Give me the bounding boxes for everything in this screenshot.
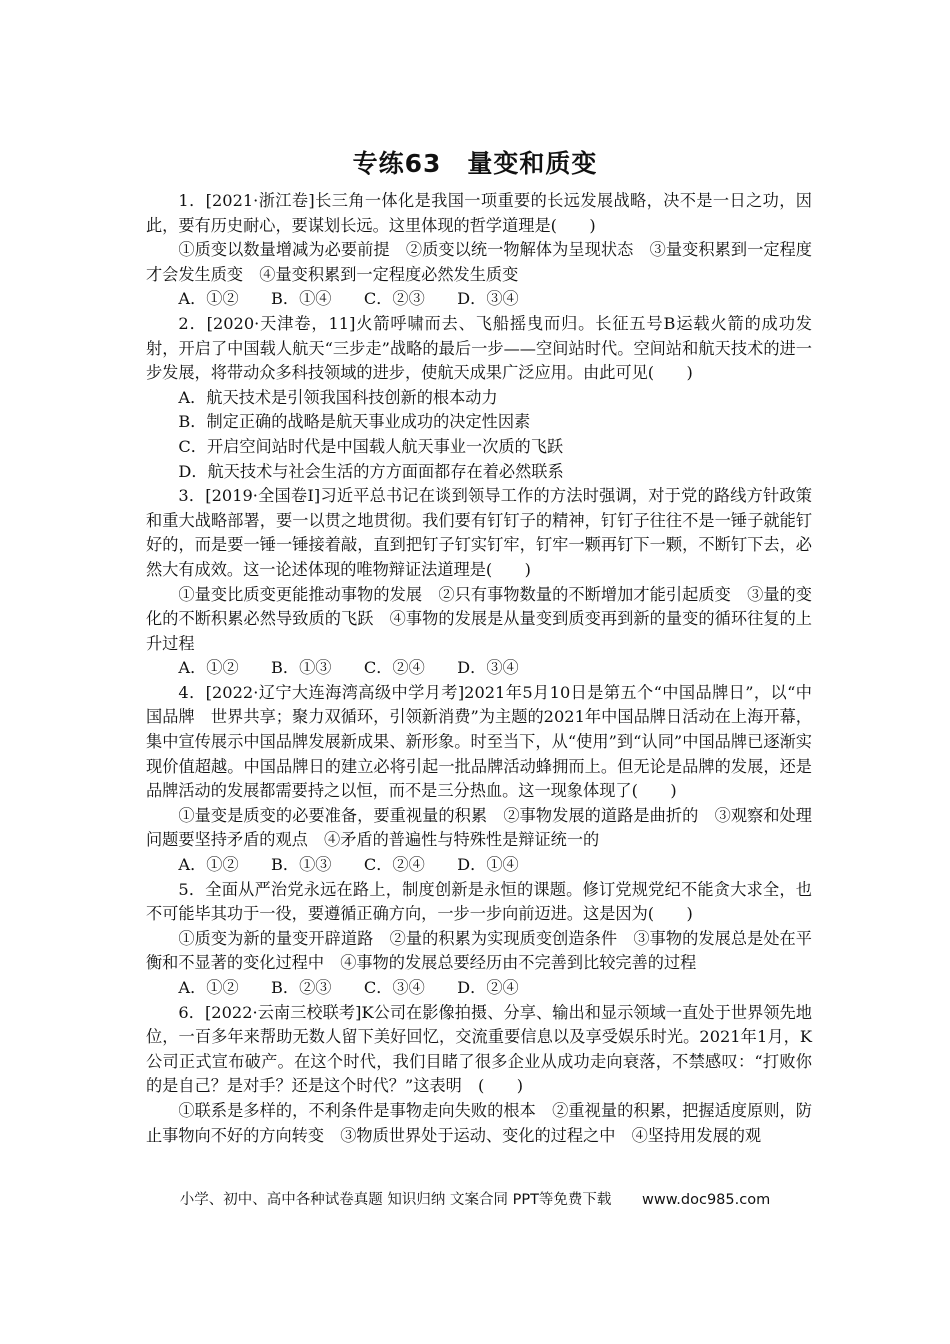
question-6-statements: ①联系是多样的，不利条件是事物走向失败的根本 ②重视量的积累，把握适度原则，防止事物向不好的方向转变 ③物质世界处于运动、变化的过程之中 ④坚持用发展的观 [146, 1100, 812, 1145]
page-title: 专练63 量变和质变 [352, 149, 598, 178]
question-4-choices: A．①② B．①③ C．②④ D．①④ [178, 855, 519, 875]
question-3-statements: ①量变比质变更能推动事物的发展 ②只有事物数量的不断增加才能引起质变 ③量的变化的不断积累必然导致质的飞跃 ④事物的发展是从量变到质变再到新的量变的循环往复的上升过程 [146, 584, 812, 653]
question-2-option-c: C．开启空间站时代是中国载人航天事业一次质的飞跃 [178, 436, 564, 456]
question-1-choices: A．①② B．①④ C．②③ D．③④ [178, 289, 519, 309]
question-2-option-a: A．航天技术是引领我国科技创新的根本动力 [178, 387, 498, 407]
question-1-stem: 1．[2021·浙江卷]长三角一体化是我国一项重要的长远发展战略，决不是一日之功，因此，要有历史耐心，要谋划长远。这里体现的哲学道理是( ) [146, 191, 812, 235]
footer-url[interactable]: www.doc985.com [642, 1192, 771, 1208]
question-6-stem: 6．[2022·云南三校联考]K公司在影像拍摄、分享、输出和显示领域一直处于世界领先地位，一百多年来帮助无数人留下美好回忆，交流重要信息以及享受娱乐时光。2021年1月，K公司正式宣布破产。在这个时代，我们目睹了很多企业从成功走向衰落，不禁感叹：“打败你的是自己？是对手？还是这个时代？”这表明 ( ) [146, 1002, 812, 1096]
question-5-stem: 5．全面从严治党永远在路上，制度创新是永恒的课题。修订党规党纪不能贪大求全，也不可能毕其功于一役，要遵循正确方向，一步一步向前迈进。这是因为( ) [146, 879, 812, 924]
question-2-option-b: B．制定正确的战略是航天事业成功的决定性因素 [178, 412, 531, 432]
question-3-choices: A．①② B．①③ C．②④ D．③④ [178, 658, 519, 678]
question-1-statements: ①质变以数量增减为必要前提 ②质变以统一物解体为呈现状态 ③量变积累到一定程度才会发生质变 ④量变积累到一定程度必然发生质变 [146, 240, 812, 284]
page-footer [0, 1188, 950, 1209]
question-2-stem: 2．[2020·天津卷，11]火箭呼啸而去、飞船摇曳而归。长征五号B运载火箭的成功发射，开启了中国载人航天“三步走”战略的最后一步——空间站时代。空间站和航天技术的进一步发展，将带动众多科技领域的进步，使航天成果广泛应用。由此可见( ) [146, 313, 812, 383]
question-4-statements: ①量变是质变的必要准备，要重视量的积累 ②事物发展的道路是曲折的 ③观察和处理问题要坚持矛盾的观点 ④矛盾的普遍性与特殊性是辩证统一的 [146, 805, 812, 850]
question-list [146, 189, 812, 1148]
footer-text: 小学、初中、高中各种试卷真题 知识归纳 文案合同 PPT等免费下载 [179, 1192, 612, 1208]
question-5-choices: A．①② B．②③ C．③④ D．②④ [178, 978, 519, 997]
question-5-statements: ①质变为新的量变开辟道路 ②量的积累为实现质变创造条件 ③事物的发展总是处在平衡和不显著的变化过程中 ④事物的发展总要经历由不完善到比较完善的过程 [146, 928, 812, 973]
question-4-stem: 4．[2022·辽宁大连海湾高级中学月考]2021年5月10日是第五个“中国品牌日”，以“中国品牌 世界共享；聚力双循环，引领新消费”为主题的2021年中国品牌日活动在上海开幕，集中宣传展示中国品牌发展新成果、新形象。时至当下，从“使用”到“认同”中国品牌已逐渐实现价值超越。中国品牌日的建立必将引起一批品牌活动蜂拥而上。但无论是品牌的发展，还是品牌活动的发展都需要持之以恒，而不是三分热血。这一现象体现了( ) [146, 682, 812, 801]
question-2-option-d: D．航天技术与社会生活的方方面面都存在着必然联系 [178, 461, 564, 481]
question-3-stem: 3．[2019·全国卷Ⅰ]习近平总书记在谈到领导工作的方法时强调，对于党的路线方针政策和重大战略部署，要一以贯之地贯彻。我们要有钉钉子的精神，钉钉子往往不是一锤子就能钉好的，而是要一锤一锤接着敲，直到把钉子钉实钉牢，钉牢一颗再钉下一颗，不断钉下去，必然大有成效。这一论述体现的唯物辩证法道理是( ) [146, 486, 812, 579]
